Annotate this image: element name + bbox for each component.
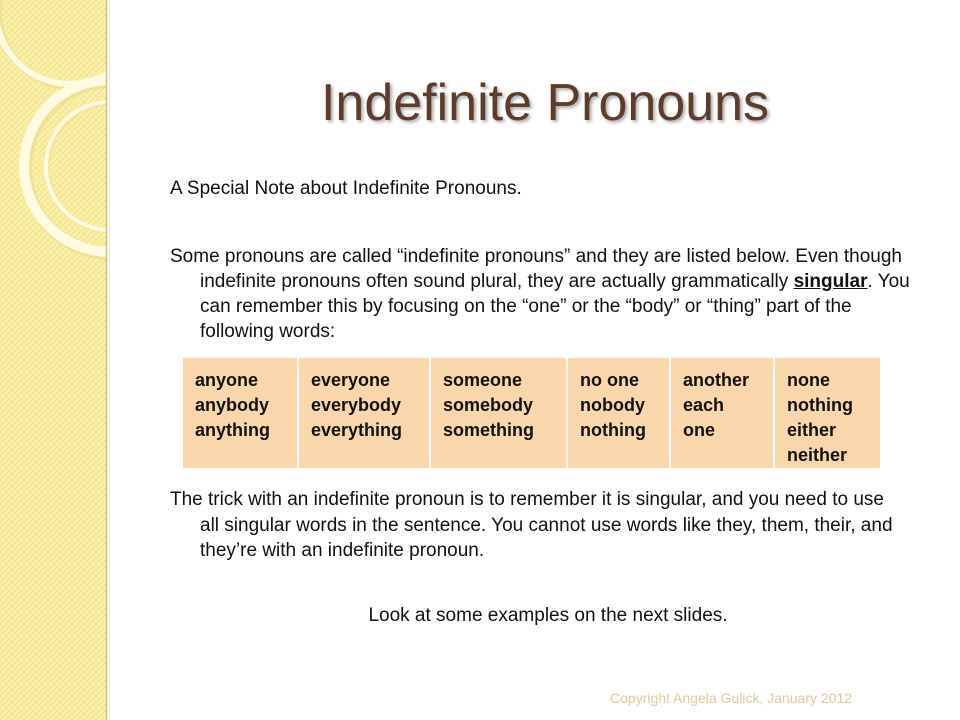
pronoun-cell-text: either — [787, 420, 837, 440]
pronoun-cell-text: nobody — [580, 395, 645, 415]
emphasized-word: singular — [793, 271, 868, 292]
pronoun-column — [299, 358, 429, 468]
pronoun-cell-text: something — [443, 420, 535, 440]
pronoun-cell-text: anything — [195, 420, 270, 440]
pronoun-column — [431, 358, 566, 468]
paragraph-text: indefinite pronouns often sound plural, they are actually grammatically — [200, 271, 794, 292]
paragraph-line: all singular words in the sentence. You cannot use words like they, them, their, and — [200, 514, 893, 536]
pronoun-column — [183, 358, 297, 468]
paragraph-line: they’re with an indefinite pronoun. — [200, 540, 485, 561]
pronoun-column — [568, 358, 669, 468]
pronoun-cell-text: one — [683, 420, 716, 440]
trick-paragraph — [170, 487, 893, 564]
paragraph-line: Some pronouns are called “indefinite pronouns” and they are listed below. Even though — [170, 246, 902, 267]
pronoun-cell-text: another — [683, 370, 750, 390]
paragraph-line: can remember this by focusing on the “one” or the “body” or “thing” part of the — [200, 296, 852, 317]
pronoun-cell-text: no one — [580, 370, 639, 390]
pronoun-cell-text: nothing — [580, 420, 646, 440]
pronoun-column — [775, 358, 880, 468]
pronoun-cell-text: everybody — [311, 395, 402, 415]
paragraph-line: The trick with an indefinite pronoun is to remember it is singular, and you need to use — [170, 489, 884, 510]
paragraph-line: following words: — [200, 321, 336, 342]
pronoun-cell-text: someone — [443, 370, 523, 390]
paragraph-line — [170, 269, 910, 294]
pronoun-cell-text: neither — [787, 445, 848, 465]
explanation-paragraph — [170, 244, 910, 344]
pronoun-cell-text: nothing — [787, 395, 853, 415]
pronoun-cell-text: everything — [311, 420, 403, 440]
intro-note: A Special Note about Indefinite Pronouns. — [170, 178, 522, 199]
pronoun-cell-text: anyone — [195, 370, 259, 390]
slide-title: Indefinite Pronouns — [320, 74, 770, 132]
pronoun-cell-text: each — [683, 395, 725, 415]
pronoun-column — [671, 358, 773, 468]
intro-note-block — [170, 176, 522, 201]
pronoun-cell-text: somebody — [443, 395, 534, 415]
pronoun-table — [183, 358, 880, 468]
pronoun-cell-text: none — [787, 370, 830, 390]
decorative-sidebar-band — [0, 0, 112, 720]
pronoun-cell-text: anybody — [195, 395, 270, 415]
copyright-footer: Copyright Angela Gulick, January 2012 — [610, 690, 853, 706]
paragraph-text: . You — [867, 271, 910, 292]
closing-note: Look at some examples on the next slides. — [368, 605, 728, 626]
pronoun-cell-text: everyone — [311, 370, 391, 390]
